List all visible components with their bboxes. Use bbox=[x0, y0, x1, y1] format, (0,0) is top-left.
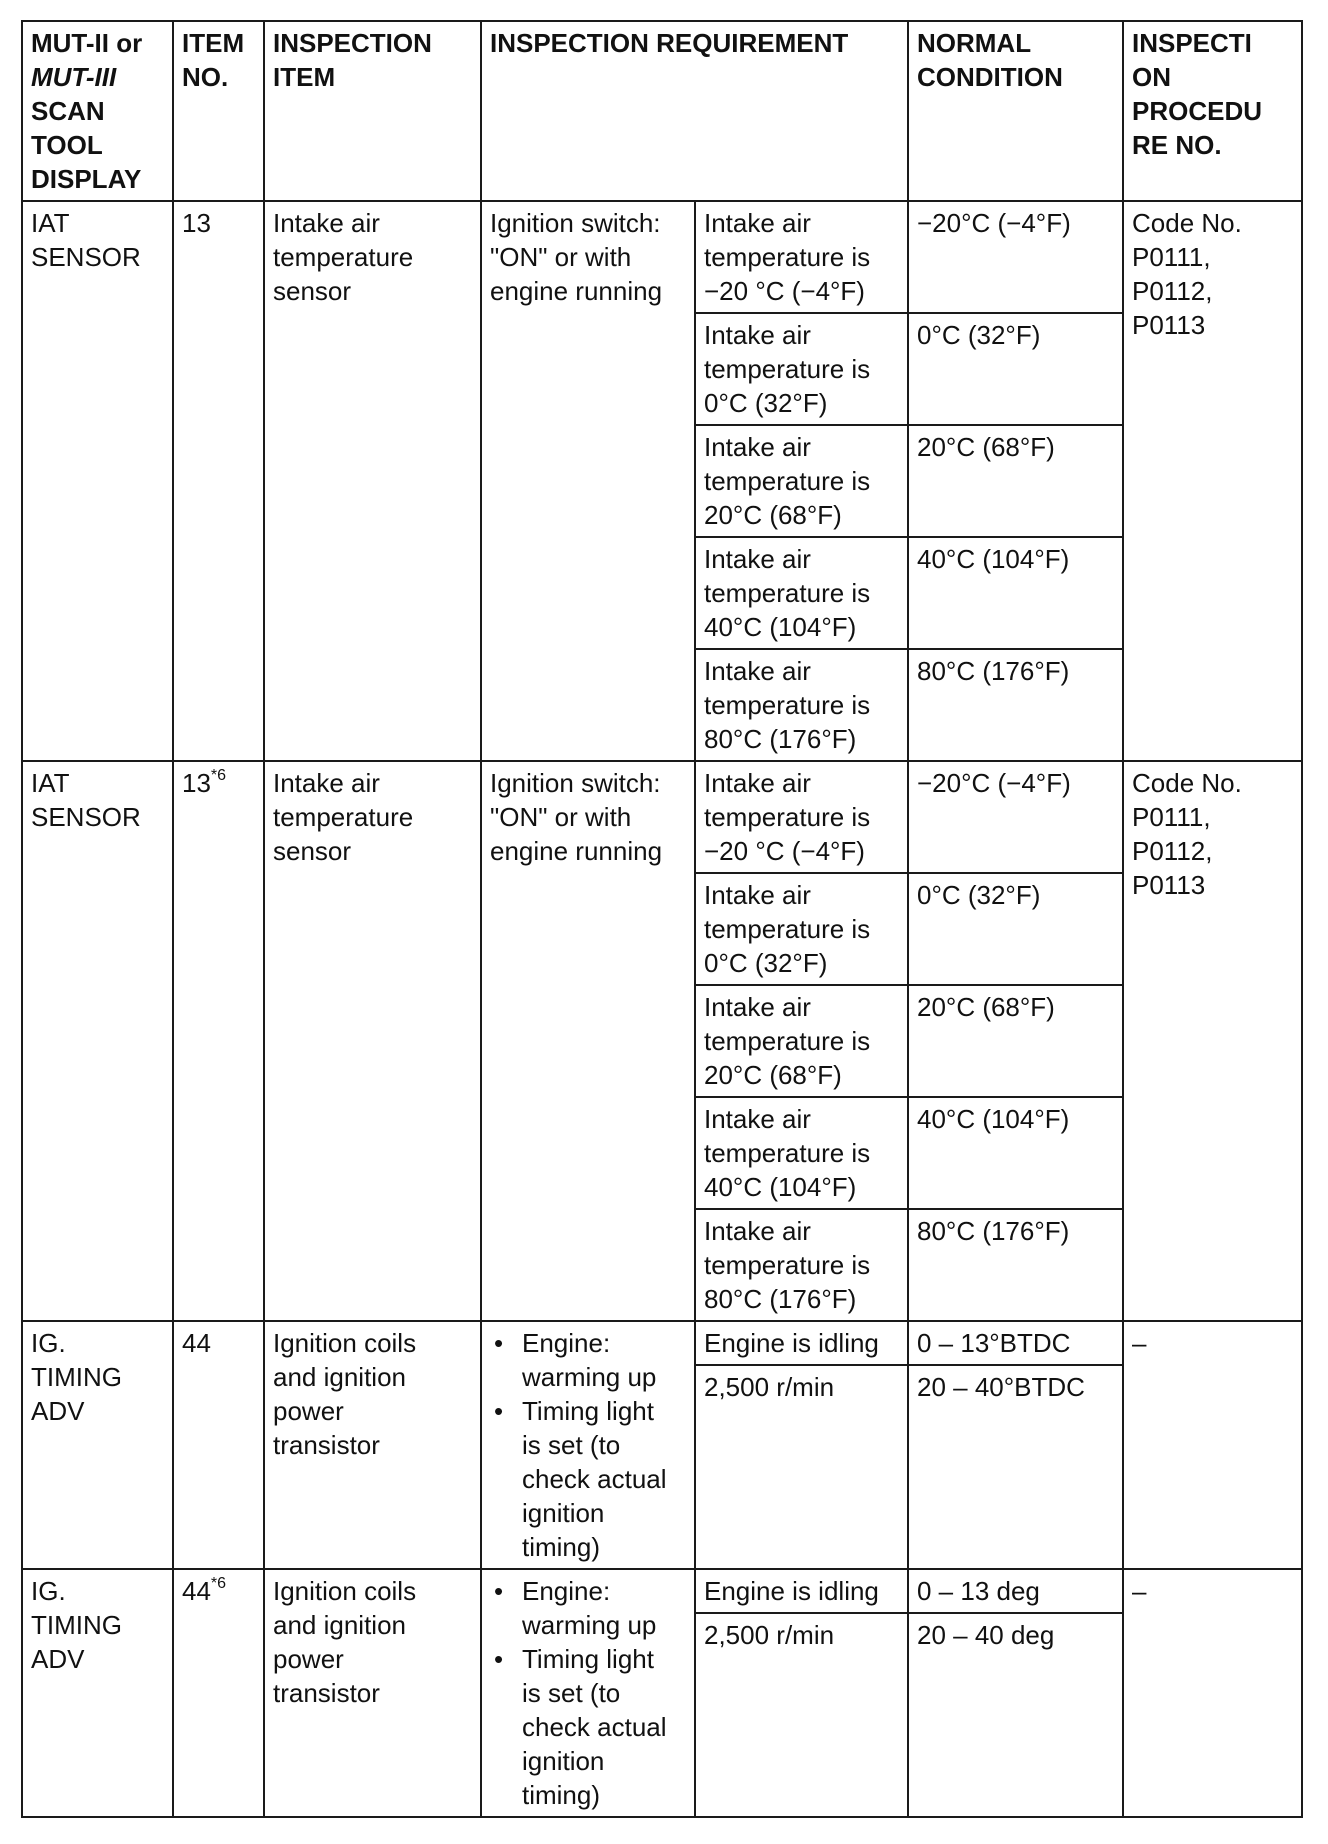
footnote-mark: *6 bbox=[210, 767, 227, 785]
procedure-cell: – bbox=[1123, 1569, 1302, 1817]
requirement-cell bbox=[481, 1569, 695, 1817]
procedure-cell: – bbox=[1123, 1321, 1302, 1569]
footnote-mark: *6 bbox=[210, 1575, 227, 1593]
requirement-cell bbox=[481, 1321, 695, 1569]
inspection-item-cell: Ignition coils and ignition power transistor bbox=[264, 1321, 481, 1569]
normal-condition-cell: −20°C (−4°F) bbox=[908, 201, 1123, 313]
list-item: • Timing light is set (to check actual ignition timing) bbox=[494, 1396, 667, 1562]
procedure-cell: Code No. P0111, P0112, P0113 bbox=[1123, 761, 1302, 1321]
item-no-cell: 44 bbox=[173, 1321, 264, 1569]
header-row bbox=[22, 21, 1302, 201]
condition-cell: Intake air temperature is −20 °C (−4°F) bbox=[695, 201, 908, 313]
header-normal-condition: NORMAL CONDITION bbox=[908, 21, 1123, 201]
inspection-item-cell: Intake air temperature sensor bbox=[264, 201, 481, 761]
condition-cell: 2,500 r/min bbox=[695, 1365, 908, 1569]
condition-cell: Intake air temperature is 20°C (68°F) bbox=[695, 985, 908, 1097]
normal-condition-cell: 0 – 13 deg bbox=[908, 1569, 1123, 1613]
inspection-item-cell: Ignition coils and ignition power transistor bbox=[264, 1569, 481, 1817]
item-no-cell: 13 bbox=[173, 201, 264, 761]
header-procedure-no: INSPECTI ON PROCEDU RE NO. bbox=[1123, 21, 1302, 201]
normal-condition-cell: 20 – 40 deg bbox=[908, 1613, 1123, 1817]
item-no-cell: 44$^{*6}$ bbox=[173, 1569, 264, 1817]
table-row bbox=[22, 761, 1302, 873]
normal-condition-cell: 40°C (104°F) bbox=[908, 1097, 1123, 1209]
condition-cell: 2,500 r/min bbox=[695, 1613, 908, 1817]
condition-cell: Intake air temperature is 80°C (176°F) bbox=[695, 1209, 908, 1321]
normal-condition-cell: 40°C (104°F) bbox=[908, 537, 1123, 649]
table-row bbox=[22, 1321, 1302, 1365]
list-item: • Timing light is set (to check actual ignition timing) bbox=[494, 1644, 667, 1810]
header-item-no: ITEM NO. bbox=[173, 21, 264, 201]
procedure-cell: Code No. P0111, P0112, P0113 bbox=[1123, 201, 1302, 761]
header-display: MUT-II or MUT-III SCAN TOOL DISPLAY bbox=[22, 21, 173, 201]
display-cell: IG. TIMING ADV bbox=[22, 1569, 173, 1817]
condition-cell: Engine is idling bbox=[695, 1569, 908, 1613]
normal-condition-cell: 20 – 40°BTDC bbox=[908, 1365, 1123, 1569]
condition-cell: Intake air temperature is −20 °C (−4°F) bbox=[695, 761, 908, 873]
condition-cell: Intake air temperature is 20°C (68°F) bbox=[695, 425, 908, 537]
header-inspection-requirement: INSPECTION REQUIREMENT bbox=[481, 21, 908, 201]
list-item: • Engine: warming up bbox=[494, 1576, 657, 1640]
header-inspection-item: INSPECTION ITEM bbox=[264, 21, 481, 201]
inspection-table bbox=[21, 20, 1303, 1818]
normal-condition-cell: −20°C (−4°F) bbox=[908, 761, 1123, 873]
table-row bbox=[22, 1569, 1302, 1613]
normal-condition-cell: 20°C (68°F) bbox=[908, 425, 1123, 537]
requirement-bullets bbox=[490, 1574, 686, 1812]
normal-condition-cell: 20°C (68°F) bbox=[908, 985, 1123, 1097]
condition-cell: Intake air temperature is 40°C (104°F) bbox=[695, 1097, 908, 1209]
condition-cell: Intake air temperature is 0°C (32°F) bbox=[695, 873, 908, 985]
item-no-cell: 13$^{*6}$ bbox=[173, 761, 264, 1321]
requirement-bullets bbox=[490, 1326, 686, 1564]
document-page bbox=[21, 20, 1301, 1818]
list-item: • Engine: warming up bbox=[494, 1328, 657, 1392]
normal-condition-cell: 80°C (176°F) bbox=[908, 649, 1123, 761]
condition-cell: Intake air temperature is 0°C (32°F) bbox=[695, 313, 908, 425]
display-cell: IAT SENSOR bbox=[22, 761, 173, 1321]
condition-cell: Intake air temperature is 80°C (176°F) bbox=[695, 649, 908, 761]
normal-condition-cell: 80°C (176°F) bbox=[908, 1209, 1123, 1321]
requirement-cell: Ignition switch: "ON" or with engine running bbox=[481, 201, 695, 761]
normal-condition-cell: 0°C (32°F) bbox=[908, 313, 1123, 425]
display-cell: IAT SENSOR bbox=[22, 201, 173, 761]
condition-cell: Intake air temperature is 40°C (104°F) bbox=[695, 537, 908, 649]
normal-condition-cell: 0 – 13°BTDC bbox=[908, 1321, 1123, 1365]
condition-cell: Engine is idling bbox=[695, 1321, 908, 1365]
normal-condition-cell: 0°C (32°F) bbox=[908, 873, 1123, 985]
display-cell: IG. TIMING ADV bbox=[22, 1321, 173, 1569]
table-row bbox=[22, 201, 1302, 313]
inspection-item-cell: Intake air temperature sensor bbox=[264, 761, 481, 1321]
requirement-cell: Ignition switch: "ON" or with engine running bbox=[481, 761, 695, 1321]
